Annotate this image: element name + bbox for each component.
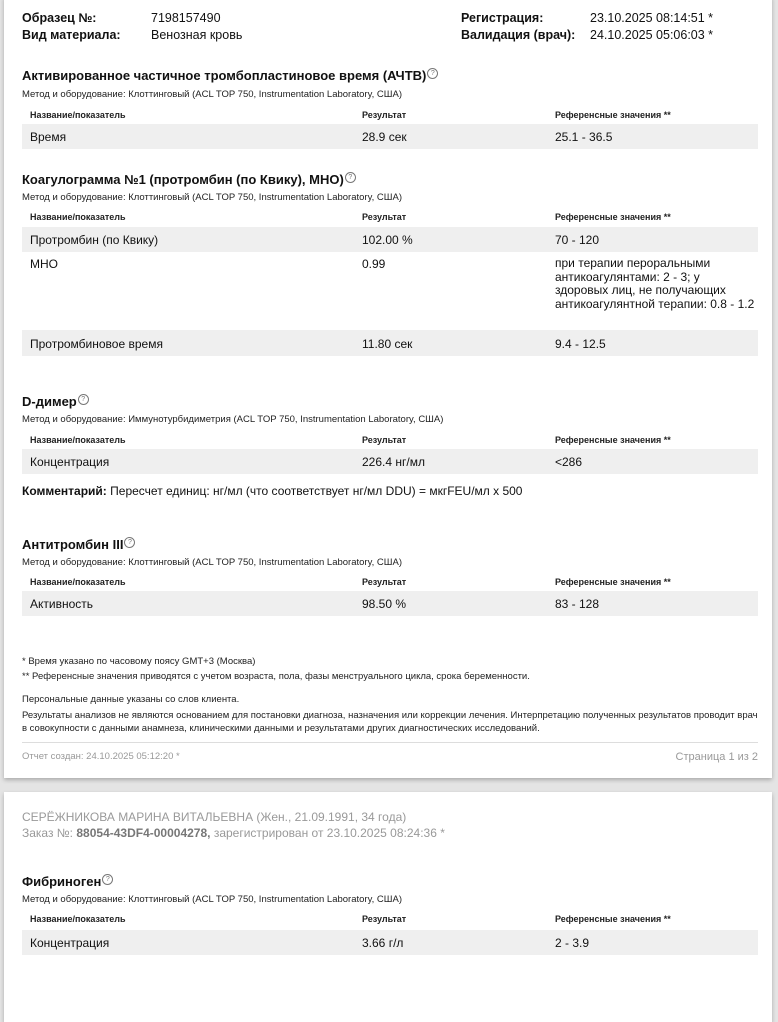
col-reference-header: Референсные значения ** bbox=[555, 577, 671, 587]
report-page-2 bbox=[4, 792, 772, 1022]
order-number: 88054-43DF4-00004278, bbox=[76, 826, 211, 840]
col-reference-header: Референсные значения ** bbox=[555, 435, 671, 445]
sample-value: 7198157490 bbox=[151, 11, 221, 25]
row-name: МНО bbox=[30, 257, 58, 271]
row-name: Концентрация bbox=[30, 455, 110, 469]
row-result: 226.4 нг/мл bbox=[362, 455, 425, 469]
material-label: Вид материала: bbox=[22, 28, 121, 42]
col-name-header: Название/показатель bbox=[30, 212, 126, 222]
row-reference: 83 - 128 bbox=[555, 597, 600, 611]
col-name-header: Название/показатель bbox=[30, 435, 126, 445]
footnote-timezone: * Время указано по часовому поясу GMT+3 (Москва) bbox=[22, 656, 256, 667]
comment-label: Комментарий: bbox=[22, 484, 107, 498]
table-row bbox=[22, 591, 758, 616]
row-name: Протромбиновое время bbox=[30, 337, 163, 351]
row-name: Активность bbox=[30, 597, 94, 611]
section-method: Метод и оборудование: Иммунотурбидиметрия (ACL TOP 750, Instrumentation Laboratory, США) bbox=[22, 414, 444, 425]
col-reference-header: Референсные значения ** bbox=[555, 212, 671, 222]
footnote-disclaimer: Результаты анализов не являются основанием для постановки диагноза, назначения или коррекции лечения. Интерпретацию полученных результатов проводит врач в совокупности с данными анамнеза, клиническими данными и результатами других диагностических исследований. bbox=[22, 710, 758, 734]
row-reference: 9.4 - 12.5 bbox=[555, 337, 606, 351]
table-row bbox=[22, 449, 758, 474]
order-label: Заказ №: bbox=[22, 826, 74, 840]
question-circle-icon[interactable]: ? bbox=[345, 172, 356, 183]
row-name: Концентрация bbox=[30, 936, 110, 950]
col-name-header: Название/показатель bbox=[30, 110, 126, 120]
registration-value: 23.10.2025 08:14:51 * bbox=[590, 11, 714, 25]
col-result-header: Результат bbox=[362, 110, 407, 120]
patient-info: СЕРЁЖНИКОВА МАРИНА ВИТАЛЬЕВНА (Жен., 21.09.1991, 34 года) bbox=[22, 810, 407, 824]
footnote-reference: ** Референсные значения приводятся с учетом возраста, пола, фазы менструального цикла, срока беременности. bbox=[22, 671, 530, 682]
footnote-personal-data: Персональные данные указаны со слов клиента. bbox=[22, 694, 240, 705]
section-title: Коагулограмма №1 (протромбин (по Квику), МНО) ? bbox=[22, 172, 356, 187]
col-name-header: Название/показатель bbox=[30, 577, 126, 587]
row-result: 11.80 сек bbox=[362, 337, 413, 351]
col-result-header: Результат bbox=[362, 577, 407, 587]
table-row bbox=[22, 930, 758, 955]
col-reference-header: Референсные значения ** bbox=[555, 914, 671, 924]
table-row bbox=[22, 330, 758, 356]
validation-label: Валидация (врач): bbox=[461, 28, 576, 42]
section-title: Фибриноген ? bbox=[22, 874, 113, 889]
section-method: Метод и оборудование: Клоттинговый (ACL TOP 750, Instrumentation Laboratory, США) bbox=[22, 557, 402, 568]
col-reference-header: Референсные значения ** bbox=[555, 110, 671, 120]
material-value: Венозная кровь bbox=[151, 28, 243, 42]
comment bbox=[22, 484, 522, 498]
registration-label: Регистрация: bbox=[461, 11, 544, 25]
question-circle-icon[interactable]: ? bbox=[427, 68, 438, 79]
row-reference: <286 bbox=[555, 455, 583, 469]
validation-value: 24.10.2025 05:06:03 * bbox=[590, 28, 714, 42]
row-result: 98.50 % bbox=[362, 597, 407, 611]
row-result: 102.00 % bbox=[362, 233, 413, 247]
question-circle-icon[interactable]: ? bbox=[78, 394, 89, 405]
col-result-header: Результат bbox=[362, 914, 407, 924]
section-method: Метод и оборудование: Клоттинговый (ACL TOP 750, Instrumentation Laboratory, США) bbox=[22, 192, 402, 203]
table-row bbox=[22, 124, 758, 149]
row-reference: 2 - 3.9 bbox=[555, 936, 590, 950]
order-info bbox=[22, 826, 445, 840]
sample-label: Образец №: bbox=[22, 11, 97, 25]
col-result-header: Результат bbox=[362, 435, 407, 445]
section-method: Метод и оборудование: Клоттинговый (ACL TOP 750, Instrumentation Laboratory, США) bbox=[22, 894, 402, 905]
row-name: Время bbox=[30, 130, 67, 144]
question-circle-icon[interactable]: ? bbox=[102, 874, 113, 885]
section-method: Метод и оборудование: Клоттинговый (ACL TOP 750, Instrumentation Laboratory, США) bbox=[22, 89, 402, 100]
section-title: D-димер ? bbox=[22, 394, 89, 409]
row-name: Протромбин (по Квику) bbox=[30, 233, 159, 247]
row-reference: 25.1 - 36.5 bbox=[555, 130, 613, 144]
divider bbox=[22, 742, 758, 743]
row-reference: 70 - 120 bbox=[555, 233, 600, 247]
row-result: 3.66 г/л bbox=[362, 936, 404, 950]
col-name-header: Название/показатель bbox=[30, 914, 126, 924]
section-title: Антитромбин III ? bbox=[22, 537, 135, 552]
row-reference: при терапии пероральными антикоагулянтами: 2 - 3; у здоровых лиц, не получающих антикоагулянтной терапии: 0.8 - 1.2 bbox=[555, 256, 755, 311]
row-result: 0.99 bbox=[362, 257, 386, 271]
report-created: Отчет создан: 24.10.2025 05:12:20 * bbox=[22, 751, 180, 762]
table-row bbox=[22, 252, 758, 330]
col-result-header: Результат bbox=[362, 212, 407, 222]
order-registered: зарегистрирован от 23.10.2025 08:24:36 * bbox=[213, 826, 445, 840]
page-number: Страница 1 из 2 bbox=[675, 751, 758, 763]
comment-text: Пересчет единиц: нг/мл (что соответствует нг/мл DDU) = мкгFEU/мл х 500 bbox=[110, 484, 523, 498]
question-circle-icon[interactable]: ? bbox=[124, 537, 135, 548]
table-row bbox=[22, 227, 758, 252]
row-result: 28.9 сек bbox=[362, 130, 407, 144]
section-title: Активированное частичное тромбопластиновое время (АЧТВ) ? bbox=[22, 68, 438, 83]
report-page-1 bbox=[4, 0, 772, 778]
